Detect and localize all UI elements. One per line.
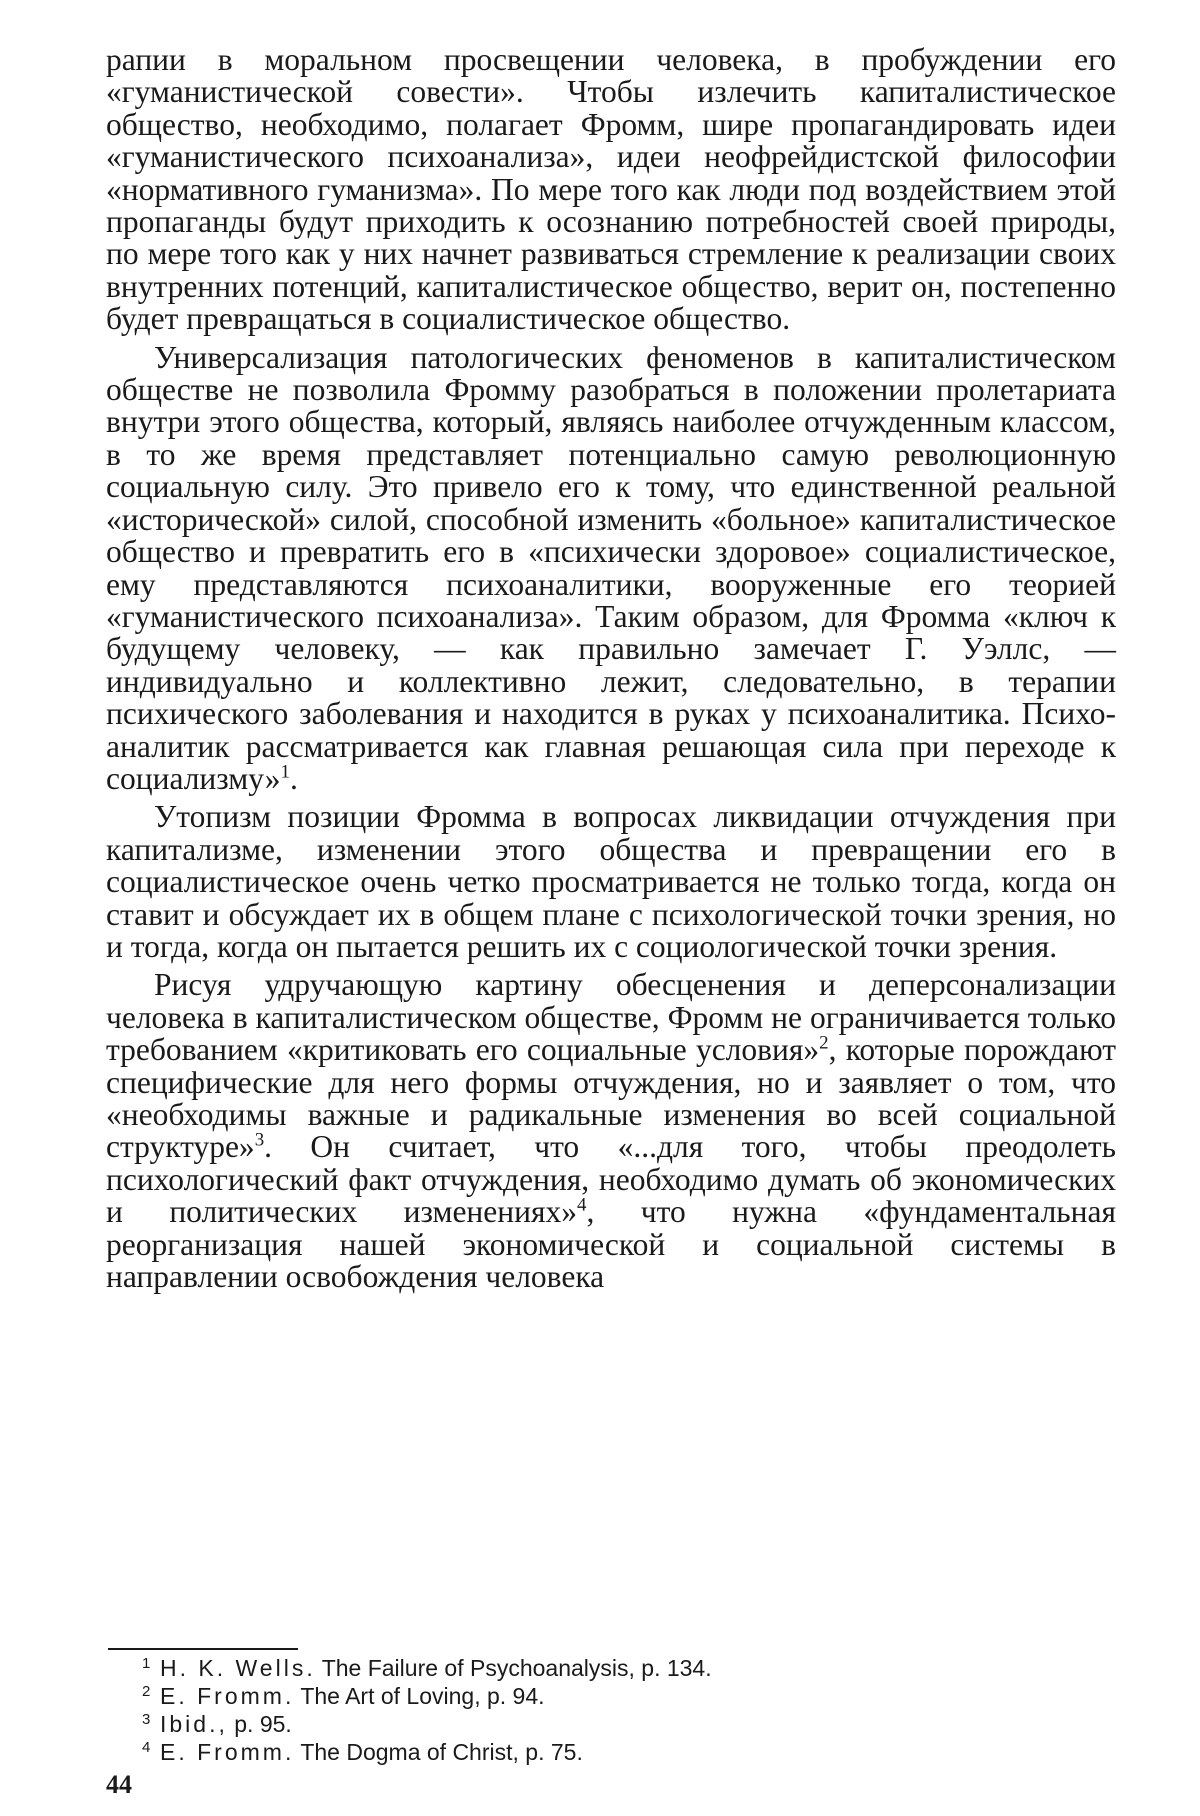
footnote-author: E. Fromm. xyxy=(160,1739,295,1765)
footnote-number: 4 xyxy=(142,1739,151,1756)
footnote-ref: 3 xyxy=(254,1129,265,1151)
paragraph-2 xyxy=(106,339,1116,796)
footnote-divider xyxy=(108,1648,298,1650)
footnote-ref: 1 xyxy=(280,761,290,783)
footnote-ref: 2 xyxy=(819,1032,829,1054)
footnote-ref: 4 xyxy=(576,1194,587,1216)
footnote-text: The Dogma of Christ, p. 75. xyxy=(294,1739,583,1765)
paragraph-tail: . xyxy=(289,760,298,796)
footnote-1 xyxy=(142,1654,1110,1682)
paragraph-text: Утопизм позиции Фромма в вопросах ликвидации отчуждения при капитализме, изменении этого общества и превращении его в социалистическое очень четко просматривается не только тогда, когда он ставит и обсуждает их в общем плане с психологической точки зрения, но и тогда, когда он пытается решить их с социологической точки зрения. xyxy=(106,799,1116,964)
footnote-text: The Failure of Psychoanalysis, p. 134. xyxy=(315,1655,712,1681)
footnote-3 xyxy=(142,1710,1110,1738)
body-text xyxy=(106,44,1116,1299)
paragraph-4 xyxy=(106,969,1116,1293)
paragraph-text: Универсализация патологических феноменов в капиталистическом обществе не позволила Фромму разобраться в положении пролетариата внутри этого общества, который, являясь наиболее отчужденным классом, в то же время представляет потенциально самую революционную социальную силу. Это привело его к тому, что единственной реальной «исторической» силой, способной изменить «больное» капиталистическое общество и превратить его в «психически здоровое» социалистическое, ему представляются психоаналитики, вооруженные его теорией «гуманистического психоанализа». Таким образом, для Фромма «ключ к будущему человеку, — как правильно замечает Г. Уэллс, — индивидуально и коллективно лежит, следовательно, в терапии психического заболевания и находится в руках у психоаналитика. Психоаналитик рассматривается как главная решающая сила при переходе к социализму» xyxy=(106,339,1116,796)
footnote-4 xyxy=(142,1738,1110,1766)
paragraph-tail: , что нужна «фундаментальная реорганизация нашей экономической и социальной системы в направлении освобождения человека xyxy=(106,1194,1117,1295)
footnote-author: Ibid., xyxy=(160,1711,228,1737)
footnote-author: H. K. Wells. xyxy=(160,1655,316,1681)
paragraph-3 xyxy=(106,801,1116,963)
footnote-text: p. 95. xyxy=(227,1711,292,1737)
footnote-number: 3 xyxy=(142,1711,151,1728)
paragraph-tail: , которые порождают специфические для него формы отчуждения, но и заявляет о том, что «необходимы важные и радикальные изменения во всей социальной структуре» xyxy=(106,1032,1116,1165)
footnote-2 xyxy=(142,1682,1110,1710)
paragraph-text: Рисуя удручающую картину обесценения и деперсонализации человека в капиталистическом обществе, Фромм не ограничивается только требованием «критиковать его социальные условия» xyxy=(106,967,1116,1068)
paragraph-tail: . Он считает, что «...для того, чтобы преодолеть психологический факт отчуждения, необходимо думать об экономических и политических изменениях» xyxy=(106,1129,1116,1230)
page-number: 44 xyxy=(106,1770,132,1799)
footnote-number: 2 xyxy=(142,1683,151,1700)
footnote-text: The Art of Loving, p. 94. xyxy=(294,1683,545,1709)
footnote-number: 1 xyxy=(142,1655,151,1672)
paragraph-text: рапии в моральном просвещении человека, в пробуждении его «гуманистической совести». Чтобы излечить капиталистическое общество, необходимо, полагает Фромм, шире пропагандировать идеи «гуманистического психоанализа», идеи неофрейдистской философии «нормативного гуманизма». По мере того как люди под воздействием этой пропаганды будут приходить к осознанию потребностей своей природы, по мере того как у них начнет развиваться стремление к реализации своих внутренних потенций, капиталистическое общество, верит он, постепенно будет превращаться в социалистическое общество. xyxy=(106,42,1116,337)
footnote-author: E. Fromm. xyxy=(160,1683,295,1709)
paragraph-1 xyxy=(106,44,1116,336)
footnotes xyxy=(142,1654,1110,1766)
